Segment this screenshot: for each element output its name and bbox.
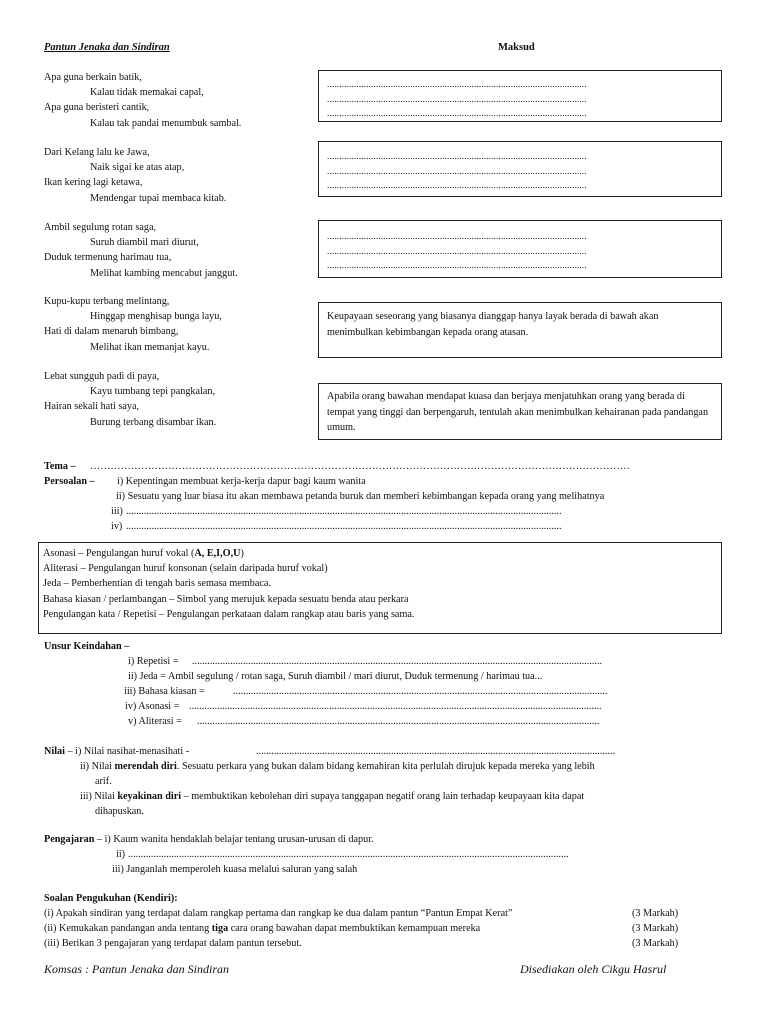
answer-line[interactable]: .......................................................................................................... <box>327 231 587 241</box>
tema-label: Tema – <box>44 461 76 472</box>
unsur-answer-line[interactable]: ................................................................................................................................................... <box>233 686 608 697</box>
persoalan-item-3: iii) <box>111 506 123 517</box>
nilai-row-2: ii) Nilai merendah diri. Sesuatu perkara yang bukan dalam bidang kemahiran kita perlulah dirujuk kepada mereka yang lebih <box>80 761 595 772</box>
persoalan-answer-line[interactable]: ........................................................................................................................................................................... <box>126 521 562 532</box>
maksud-answer: Keupayaan seseorang yang biasanya dianggap hanya layak berada di bawah akan menimbulkan kebimbangan kepada orang atasan. <box>327 311 659 338</box>
persoalan-item-2: ii) Sesuatu yang luar biasa itu akan membawa petanda buruk dan memberi kebimbangan kepada orang yang melihatnya <box>116 491 605 502</box>
stanza-2 <box>44 145 226 206</box>
maksud-answer: Apabila orang bawahan mendapat kuasa dan berjaya menjatuhkan orang yang berada di tempat yang tinggi dan berpengaruh, tentulah akan menimbulkan kehairanan pada pandangan umum. <box>327 391 709 433</box>
persoalan-label: Persoalan – <box>44 476 95 487</box>
stanza-5 <box>44 369 216 430</box>
soalan-mark-2: (3 Markah) <box>632 923 679 934</box>
definition-bahasa-kiasan: Bahasa kiasan / perlambangan – Simbol yang merujuk kepada sesuatu benda atau perkara <box>43 593 409 605</box>
answer-line[interactable]: .......................................................................................................... <box>327 165 587 176</box>
answer-line[interactable]: .......................................................................................................... <box>327 180 587 190</box>
tema-row <box>44 461 76 472</box>
stanza-line: Hati di dalam menaruh bimbang, <box>44 326 179 338</box>
nilai-row-3-cont: dihapuskan. <box>95 806 144 817</box>
nilai-row-1: Nilai – i) Nilai nasihat-menasihati - <box>44 746 190 757</box>
maksud-box-3[interactable] <box>318 220 722 278</box>
persoalan-item-4: iv) <box>111 521 123 532</box>
stanza-line: Kalau tak pandai menumbuk sambal. <box>90 117 242 129</box>
answer-line[interactable]: .......................................................................................................... <box>327 151 587 161</box>
soalan-mark-3: (3 Markah) <box>632 938 679 949</box>
nilai-row-3: iii) Nilai keyakinan diri – membuktikan kebolehan diri supaya tanggapan negatif orang lain terhadap keupayaan kita dapat <box>80 791 585 802</box>
soalan-title: Soalan Pengukuhan (Kendiri): <box>44 893 178 904</box>
maksud-box-1[interactable] <box>318 70 722 122</box>
stanza-line: Apa guna berkain batik, <box>44 72 142 83</box>
answer-line[interactable]: .......................................................................................................... <box>327 260 587 270</box>
maksud-box-4 <box>318 302 722 358</box>
stanza-line: Burung terbang disambar ikan. <box>90 416 217 428</box>
answer-line[interactable]: .......................................................................................................... <box>327 245 587 256</box>
definition-aliterasi: Aliterasi – Pengulangan huruf konsonan (selain daripada huruf vokal) <box>43 563 328 575</box>
unsur-item-3: iii) Bahasa kiasan = <box>124 686 205 697</box>
stanza-line: Dari Kelang lalu ke Jawa, <box>44 147 150 158</box>
stanza-3 <box>44 220 238 281</box>
soalan-q2: (ii) Kemukakan pandangan anda tentang tiga cara orang bawahan dapat membuktikan kemampuan mereka <box>44 923 481 934</box>
maksud-heading: Maksud <box>498 42 535 53</box>
stanza-line: Lebat sungguh padi di paya, <box>44 371 160 382</box>
nilai-answer-line[interactable]: ............................................................................................................................................. <box>256 746 616 757</box>
stanza-line: Ikan kering lagi ketawa, <box>44 177 143 189</box>
answer-line[interactable]: .......................................................................................................... <box>327 108 587 118</box>
unsur-answer-line[interactable]: .................................................................................................................................................................. <box>189 701 602 712</box>
maksud-box-5 <box>318 383 722 440</box>
tema-answer-line[interactable]: …………………………………………………………………………………………………………………………………………… <box>90 461 630 472</box>
stanza-line: Apa guna beristeri cantik, <box>44 102 150 114</box>
soalan-q3: (iii) Berikan 3 pengajaran yang terdapat dalam pantun tersebut. <box>44 938 302 949</box>
definition-jeda: Jeda – Pemberhentian di tengah baris semasa membaca. <box>43 578 272 590</box>
unsur-item-1: i) Repetisi = <box>128 656 179 667</box>
stanza-line: Hinggap menghisap bunga layu, <box>90 311 222 323</box>
stanza-line: Suruh diambil mari diurut, <box>90 237 199 249</box>
pengajaran-row-3: iii) Janganlah memperoleh kuasa melalui saluran yang salah <box>112 864 358 875</box>
stanza-line: Kupu-kupu terbang melintang, <box>44 296 170 307</box>
unsur-answer-line[interactable]: ................................................................................................................................................................. <box>192 656 603 667</box>
unsur-label: Unsur Keindahan – <box>44 641 130 652</box>
stanza-4 <box>44 294 222 355</box>
soalan-mark-1: (3 Markah) <box>632 908 679 919</box>
nilai-row-2-cont: arif. <box>95 776 112 787</box>
stanza-line: Mendengar tupai membaca kitab. <box>90 192 227 204</box>
stanza-line: Hairan sekali hati saya, <box>44 401 140 413</box>
unsur-item-5: v) Aliterasi = <box>128 716 182 727</box>
definition-asonasi: Asonasi – Pengulangan huruf vokal (A, E,I,O,U) <box>43 548 244 559</box>
pengajaran-answer-line[interactable]: ............................................................................................................................................................................. <box>128 849 569 860</box>
soalan-q1: (i) Apakah sindiran yang terdapat dalam rangkap pertama dan rangkap ke dua dalam pantun “Pantun Empat Kerat” <box>44 908 513 919</box>
unsur-answer-line[interactable]: .............................................................................................................................................................. <box>197 716 600 727</box>
stanza-line: Ambil segulung rotan saga, <box>44 222 157 233</box>
persoalan-answer-line[interactable]: ........................................................................................................................................................................... <box>126 506 562 517</box>
stanza-1 <box>44 70 241 131</box>
definition-pengulangan: Pengulangan kata / Repetisi – Pengulangan perkataan dalam rangkap atau baris yang sama. <box>43 608 415 620</box>
page-title: Pantun Jenaka dan Sindiran <box>44 42 170 53</box>
answer-line[interactable]: .......................................................................................................... <box>327 93 587 104</box>
footer-left: Komsas : Pantun Jenaka dan Sindiran <box>44 962 229 976</box>
pengajaran-row-1: Pengajaran – i) Kaum wanita hendaklah belajar tentang urusan-urusan di dapur. <box>44 834 374 845</box>
answer-line[interactable]: .......................................................................................................... <box>327 79 587 89</box>
definitions-box <box>38 542 722 634</box>
footer-right: Disediakan oleh Cikgu Hasrul <box>520 962 667 976</box>
stanza-line: Kalau tidak memakai capal, <box>90 87 204 99</box>
stanza-line: Duduk termenung harimau tua, <box>44 252 172 264</box>
stanza-line: Melihat kambing mencabut janggut. <box>90 267 238 279</box>
unsur-item-2: ii) Jeda = Ambil segulung / rotan saga, Suruh diambil / mari diurut, Duduk termenung / harimau tua... <box>128 671 543 682</box>
stanza-line: Kayu tumbang tepi pangkalan, <box>90 386 216 398</box>
pengajaran-row-2: ii) <box>116 849 126 860</box>
unsur-item-4: iv) Asonasi = <box>125 701 180 712</box>
maksud-box-2[interactable] <box>318 141 722 197</box>
stanza-line: Naik sigai ke atas atap, <box>90 162 185 174</box>
stanza-line: Melihat ikan memanjat kayu. <box>90 341 210 353</box>
persoalan-item-1: i) Kepentingan membuat kerja-kerja dapur bagi kaum wanita <box>117 476 366 487</box>
